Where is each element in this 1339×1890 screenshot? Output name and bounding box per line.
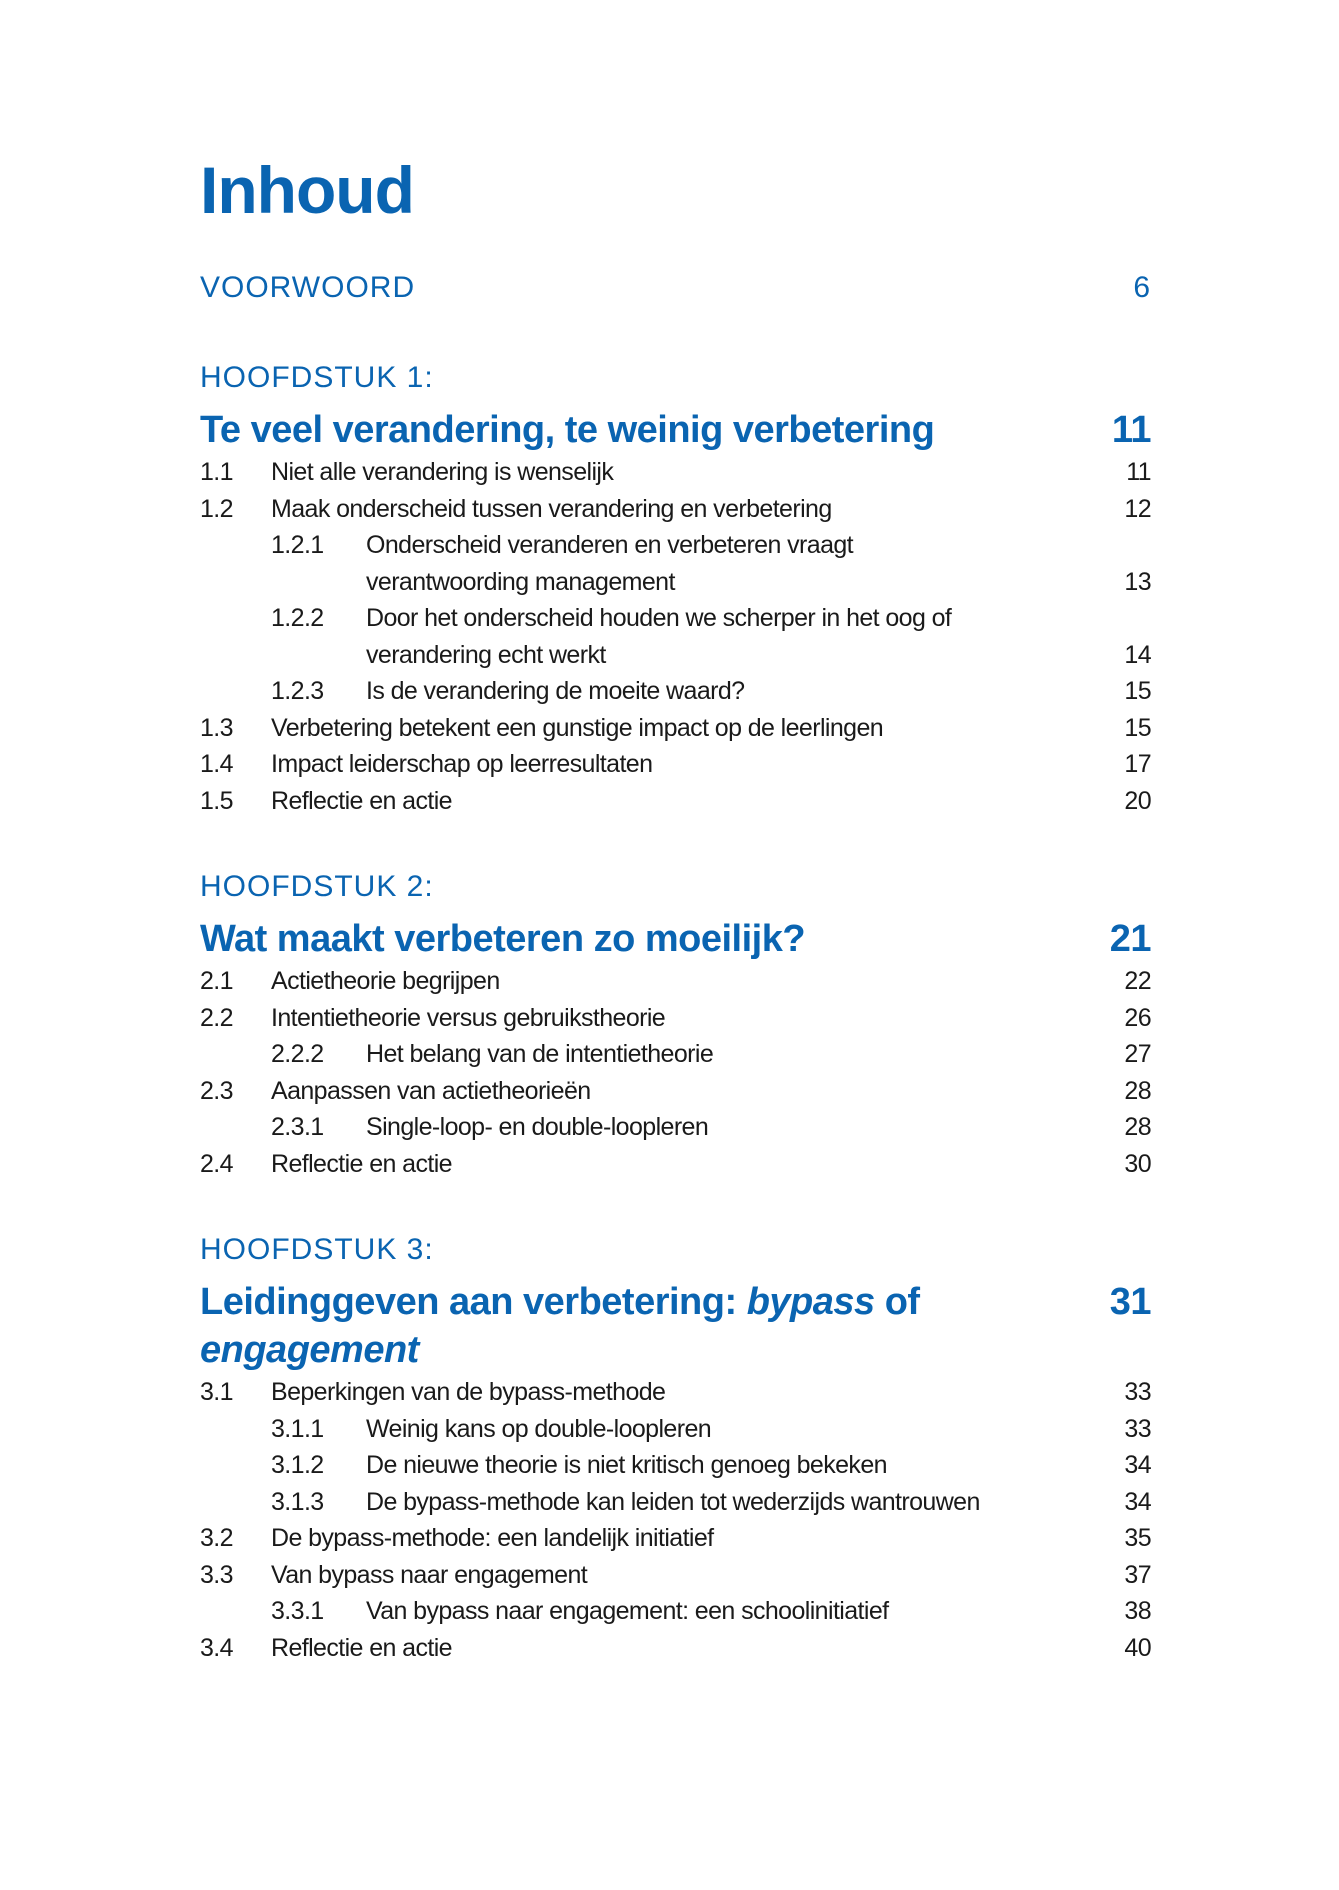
title-part-italic: engagement: [200, 1329, 419, 1371]
toc-entry-voorwoord[interactable]: [200, 268, 1151, 308]
toc-entry[interactable]: [200, 1036, 1151, 1073]
section-number: 1.2.1: [271, 531, 324, 559]
chapter-3: [200, 1230, 1151, 1666]
section-number: 3.1.1: [271, 1414, 324, 1443]
section-title: Is de verandering de moeite waard?: [366, 677, 745, 705]
section-title: Beperkingen van de bypass-methode: [271, 1378, 666, 1406]
section-number: 1.4: [200, 750, 233, 778]
toc-entry[interactable]: [200, 1000, 1151, 1037]
chapter-1: [200, 358, 1151, 819]
toc-entry[interactable]: [200, 746, 1151, 783]
section-number: 3.4: [200, 1633, 233, 1662]
section-number: 1.3: [200, 713, 233, 742]
page-number: 12: [1124, 494, 1151, 523]
entry-label: VOORWOORD: [200, 271, 416, 304]
page-number: [1091, 600, 1151, 637]
toc-entry[interactable]: [200, 1411, 1151, 1448]
page-number: 28: [1124, 1076, 1151, 1105]
chapter-label: HOOFDSTUK 2:: [200, 870, 434, 903]
section-number: 1.1: [200, 458, 233, 486]
toc-entry[interactable]: [200, 454, 1151, 491]
section-number: 3.2: [200, 1524, 233, 1552]
chapter-page: 21: [1109, 918, 1151, 960]
toc-entry[interactable]: [200, 1593, 1151, 1630]
section-number: 2.1: [200, 967, 233, 995]
section-number: 3.1: [200, 1378, 233, 1406]
section-title: verantwoording management: [366, 567, 675, 596]
section-title: De bypass-methode: een landelijk initiatief: [271, 1524, 714, 1552]
section-number: [271, 637, 366, 674]
section-number: 2.2: [200, 1003, 233, 1032]
page-number: 28: [1124, 1113, 1151, 1141]
chapter-label: HOOFDSTUK 1:: [200, 361, 434, 394]
section-number: 3.1.3: [271, 1487, 324, 1516]
chapter-title-text: Te veel verandering, te weinig verbetering: [200, 409, 935, 451]
toc-entry[interactable]: [200, 564, 1151, 601]
section-number: 2.3: [200, 1076, 233, 1105]
chapter-label: HOOFDSTUK 3:: [200, 1233, 434, 1266]
chapter-title[interactable]: [200, 1278, 1151, 1374]
toc-page: [200, 150, 1151, 1714]
section-title: Het belang van de intentietheorie: [366, 1040, 714, 1068]
section-title: Van bypass naar engagement: [271, 1560, 588, 1589]
section-number: 1.2: [200, 494, 233, 523]
page-number: 27: [1124, 1040, 1151, 1068]
section-title: Door het onderscheid houden we scherper in het oog of: [366, 604, 952, 632]
section-title: Verbetering betekent een gunstige impact op de leerlingen: [271, 713, 884, 742]
section-title: Single-loop- en double-loopleren: [366, 1113, 709, 1141]
page-number: 33: [1124, 1414, 1151, 1443]
section-number: 1.2.3: [271, 677, 324, 705]
page-number: 6: [1133, 271, 1151, 304]
toc-entry[interactable]: [200, 1146, 1151, 1183]
section-title: De nieuwe theorie is niet kritisch genoeg bekeken: [366, 1451, 887, 1479]
toc-entry[interactable]: [200, 1630, 1151, 1667]
toc-entry[interactable]: [200, 491, 1151, 528]
chapter-page: 31: [1109, 1281, 1151, 1323]
page-number: 22: [1124, 967, 1151, 995]
section-number: 3.1.2: [271, 1451, 324, 1479]
chapter-title-text: Wat maakt verbeteren zo moeilijk?: [200, 918, 806, 960]
section-title: Reflectie en actie: [271, 1149, 452, 1178]
section-title: Impact leiderschap op leerresultaten: [271, 750, 653, 778]
page-number: 33: [1124, 1378, 1151, 1406]
title-part: of: [874, 1281, 920, 1323]
section-title: De bypass-methode kan leiden tot wederzijds wantrouwen: [366, 1487, 980, 1516]
section-number: 2.3.1: [271, 1113, 324, 1141]
section-number: 3.3: [200, 1560, 233, 1589]
section-title: Onderscheid veranderen en verbeteren vraagt: [366, 531, 854, 559]
section-title: verandering echt werkt: [366, 640, 606, 669]
page-number: 15: [1124, 713, 1151, 742]
title-part: Leidinggeven aan verbetering:: [200, 1281, 747, 1323]
section-title: Reflectie en actie: [271, 786, 452, 815]
page-number: 38: [1124, 1597, 1151, 1625]
page-number: 34: [1124, 1451, 1151, 1479]
toc-entry[interactable]: [200, 673, 1151, 710]
section-title: Actietheorie begrijpen: [271, 967, 500, 995]
toc-entry[interactable]: [200, 963, 1151, 1000]
toc-entry[interactable]: [200, 1374, 1151, 1411]
section-title: Reflectie en actie: [271, 1633, 452, 1662]
toc-entry[interactable]: [200, 783, 1151, 820]
toc-entry[interactable]: [200, 1447, 1151, 1484]
section-number: 1.2.2: [271, 604, 324, 632]
section-title: Weinig kans op double-loopleren: [366, 1414, 712, 1443]
toc-entry[interactable]: [200, 710, 1151, 747]
toc-entry[interactable]: [200, 1109, 1151, 1146]
chapter-items: [200, 963, 1151, 1182]
page-number: 26: [1124, 1003, 1151, 1032]
page-number: 37: [1124, 1560, 1151, 1589]
toc-entry[interactable]: [200, 1073, 1151, 1110]
page-number: 13: [1124, 567, 1151, 596]
chapter-title[interactable]: [200, 915, 1151, 963]
section-number: 1.5: [200, 786, 233, 815]
chapter-title[interactable]: [200, 406, 1151, 454]
page-number: 15: [1124, 677, 1151, 705]
toc-entry[interactable]: [200, 1484, 1151, 1521]
page-number: 11: [1126, 458, 1151, 486]
chapter-items: [200, 454, 1151, 819]
section-title: Niet alle verandering is wenselijk: [271, 458, 614, 486]
page-number: [1091, 527, 1151, 564]
page-number: 14: [1124, 640, 1151, 669]
toc-entry[interactable]: [200, 637, 1151, 674]
page-number: 30: [1124, 1149, 1151, 1178]
page-number: 40: [1124, 1633, 1151, 1662]
title-part-italic: bypass: [746, 1281, 875, 1323]
section-number: 2.4: [200, 1149, 233, 1178]
toc-entry[interactable]: [200, 1557, 1151, 1594]
page-number: 35: [1124, 1524, 1151, 1552]
page-title: Inhoud: [200, 153, 414, 227]
chapter-items: [200, 1374, 1151, 1666]
section-number: 2.2.2: [271, 1040, 324, 1068]
section-number: [271, 564, 366, 601]
chapter-title-text: [200, 1278, 1110, 1374]
section-title: Aanpassen van actietheorieën: [271, 1076, 591, 1105]
toc-entry[interactable]: [200, 600, 1151, 637]
page-number: 34: [1124, 1487, 1151, 1516]
section-title: Maak onderscheid tussen verandering en verbetering: [271, 494, 832, 523]
chapter-2: [200, 867, 1151, 1182]
page-number: 17: [1124, 750, 1151, 778]
section-number: 3.3.1: [271, 1597, 324, 1625]
section-title: Intentietheorie versus gebruikstheorie: [271, 1003, 666, 1032]
section-title: Van bypass naar engagement: een schoolinitiatief: [366, 1597, 889, 1625]
page-number: 20: [1124, 786, 1151, 815]
chapter-page: 11: [1111, 409, 1151, 451]
toc-entry[interactable]: [200, 527, 1151, 564]
toc-entry[interactable]: [200, 1520, 1151, 1557]
